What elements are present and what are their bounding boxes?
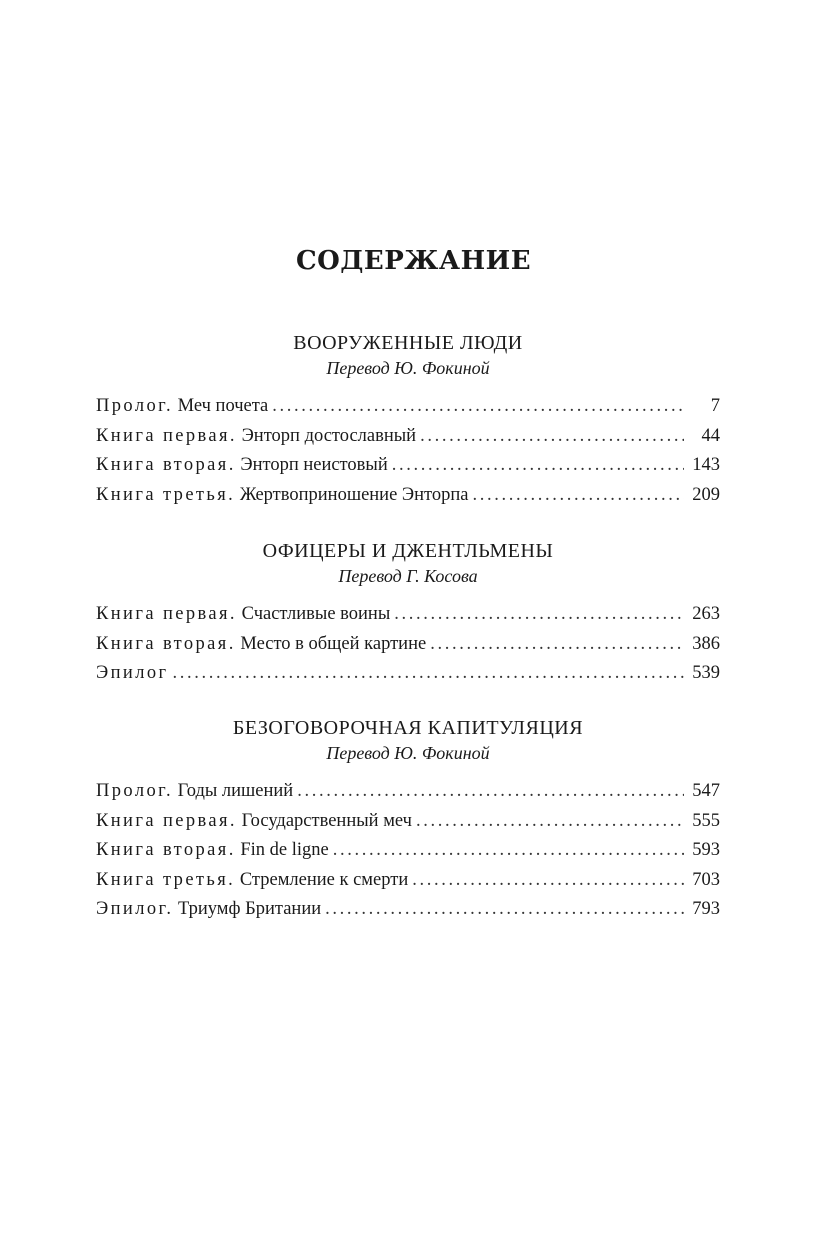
entry-page-number: 555 bbox=[692, 810, 720, 831]
section-title: БЕЗОГОВОРОЧНАЯ КАПИТУЛЯЦИЯ bbox=[232, 717, 584, 739]
entry-prefix: Книга третья. bbox=[96, 484, 236, 505]
entry-page-number: 209 bbox=[692, 484, 720, 505]
section-officers-and-gentlemen bbox=[96, 538, 720, 693]
dot-leader bbox=[430, 634, 684, 655]
entry-prefix: Книга первая. bbox=[96, 425, 237, 446]
entry-page-number: 539 bbox=[692, 663, 720, 683]
entry-title: Триумф Британии bbox=[178, 899, 322, 919]
toc-entry[interactable] bbox=[96, 663, 720, 693]
entry-prefix: Пролог. bbox=[96, 781, 174, 801]
section-translator: Перевод Г. Косова bbox=[338, 566, 478, 586]
toc-entry[interactable] bbox=[96, 899, 720, 929]
entry-title: Fin de ligne bbox=[240, 840, 329, 860]
entry-prefix: Книга вторая. bbox=[96, 840, 236, 860]
entry-prefix: Книга вторая. bbox=[96, 633, 236, 654]
entry-title: Энторп достославный bbox=[241, 425, 417, 446]
dot-leader bbox=[412, 870, 684, 891]
dot-leader bbox=[420, 426, 684, 447]
entry-title: Жертвоприношение Энторпа bbox=[239, 484, 469, 505]
section-men-at-arms bbox=[96, 330, 720, 514]
toc-entry[interactable] bbox=[96, 870, 720, 900]
dot-leader bbox=[297, 781, 684, 802]
entry-page-number: 793 bbox=[692, 899, 720, 919]
section-title: ОФИЦЕРЫ И ДЖЕНТЛЬМЕНЫ bbox=[262, 540, 554, 562]
entry-list bbox=[96, 604, 720, 693]
toc-entry[interactable] bbox=[96, 840, 720, 870]
toc-entry[interactable] bbox=[96, 811, 720, 841]
entry-prefix: Книга первая. bbox=[96, 810, 237, 831]
entry-title: Государственный меч bbox=[241, 810, 412, 831]
dot-leader bbox=[325, 899, 684, 920]
dot-leader bbox=[416, 811, 684, 832]
entry-prefix: Эпилог. bbox=[96, 899, 174, 919]
entry-page-number: 703 bbox=[692, 869, 720, 890]
entry-prefix: Пролог. bbox=[96, 396, 174, 416]
entry-list bbox=[96, 781, 720, 929]
entry-page-number: 386 bbox=[692, 633, 720, 654]
dot-leader bbox=[392, 455, 684, 476]
entry-page-number: 143 bbox=[692, 455, 720, 475]
toc-entry[interactable] bbox=[96, 781, 720, 811]
toc-entry[interactable] bbox=[96, 485, 720, 515]
section-title: ВООРУЖЕННЫЕ ЛЮДИ bbox=[293, 332, 523, 354]
toc-entry[interactable] bbox=[96, 604, 720, 634]
toc-entry[interactable] bbox=[96, 455, 720, 485]
section-unconditional-surrender bbox=[96, 715, 720, 929]
entry-page-number: 593 bbox=[692, 840, 720, 860]
entry-title: Годы лишений bbox=[177, 781, 294, 801]
dot-leader bbox=[394, 604, 684, 625]
entry-prefix: Книга первая. bbox=[96, 604, 237, 624]
entry-prefix: Книга третья. bbox=[96, 869, 236, 890]
entry-title: Меч почета bbox=[177, 396, 269, 416]
toc-entry[interactable] bbox=[96, 426, 720, 456]
dot-leader bbox=[272, 396, 684, 417]
dot-leader bbox=[333, 840, 684, 861]
entry-page-number: 263 bbox=[692, 604, 720, 624]
entry-page-number: 547 bbox=[692, 781, 720, 801]
toc-entry[interactable] bbox=[96, 396, 720, 426]
toc-entry[interactable] bbox=[96, 634, 720, 664]
entry-title: Стремление к смерти bbox=[239, 869, 409, 890]
dot-leader bbox=[172, 663, 684, 684]
section-translator: Перевод Ю. Фокиной bbox=[326, 743, 490, 763]
dot-leader bbox=[473, 485, 685, 506]
entry-page-number: 44 bbox=[701, 425, 720, 446]
entry-prefix: Эпилог bbox=[96, 663, 169, 683]
entry-title: Счастливые воины bbox=[241, 604, 391, 624]
entry-page-number: 7 bbox=[710, 396, 720, 416]
entry-title: Место в общей картине bbox=[240, 633, 427, 654]
page-title: СОДЕРЖАНИЕ bbox=[295, 246, 532, 276]
entry-list bbox=[96, 396, 720, 514]
section-translator: Перевод Ю. Фокиной bbox=[326, 358, 490, 378]
entry-prefix: Книга вторая. bbox=[96, 455, 236, 475]
entry-title: Энторп неистовый bbox=[240, 455, 388, 475]
